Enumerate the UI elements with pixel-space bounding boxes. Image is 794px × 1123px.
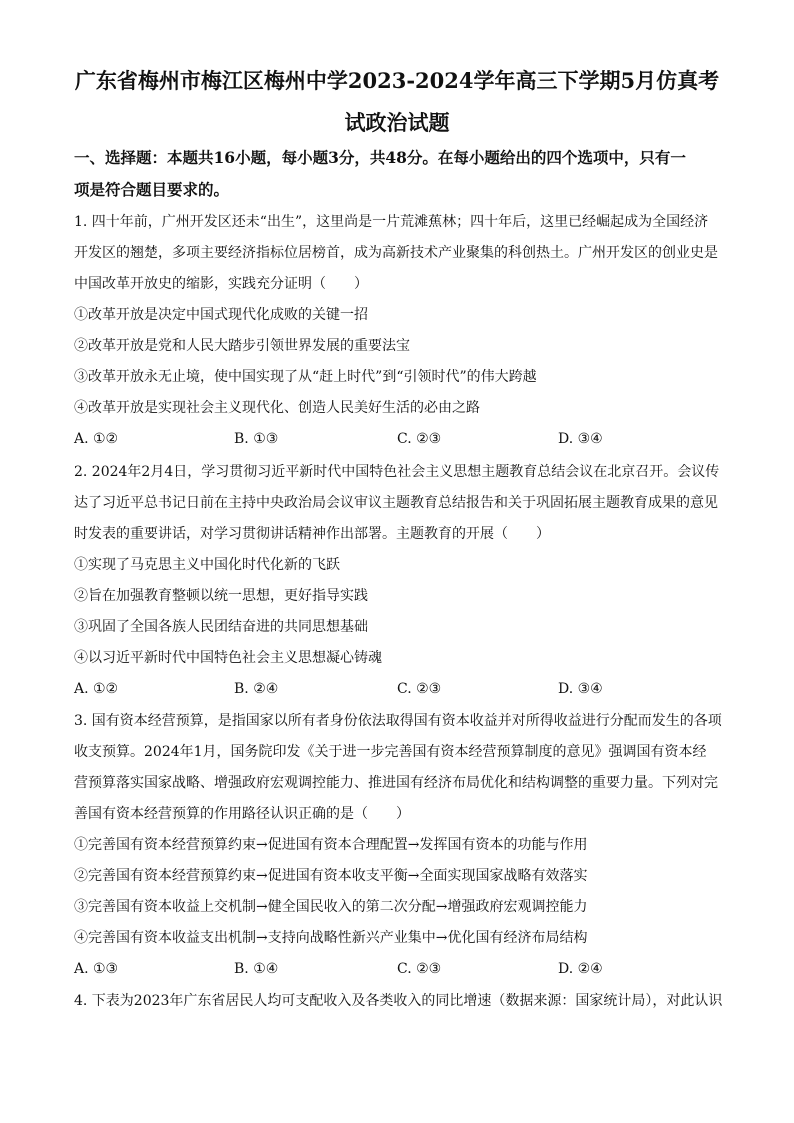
q3-option-d: D. ②④ <box>558 961 603 977</box>
q3-item-2: ②完善国有资本经营预算约束→促进国有资本收支平衡→全面实现国家战略有效落实 <box>74 868 588 884</box>
q1-item-3: ③改革开放永无止境，使中国实现了从“赶上时代”到“引领时代”的伟大跨越 <box>74 369 537 385</box>
q2-option-d: D. ③④ <box>558 681 603 697</box>
q1-stem-line-2: 开发区的翘楚，多项主要经济指标位居榜首，成为高新技术产业聚集的科创热土。广州开发区的创业史是 <box>74 245 718 261</box>
q1-item-4: ④改革开放是实现社会主义现代化、创造人民美好生活的必由之路 <box>74 400 480 416</box>
q3-stem-line-3: 营预算落实国家战略、增强政府宏观调控能力、推进国有经济布局优化和结构调整的重要力量。下列对完 <box>74 775 718 791</box>
q4-stem-line-1: 4. 下表为2023年广东省居民人均可支配收入及各类收入的同比增速（数据来源：国家统计局），对此认识 <box>74 993 723 1009</box>
q3-option-c: C. ②③ <box>397 961 442 977</box>
q2-option-b: B. ②④ <box>234 681 279 697</box>
q1-item-1: ①改革开放是决定中国式现代化成败的关键一招 <box>74 307 368 323</box>
q3-option-a: A. ①③ <box>74 961 119 977</box>
q3-item-1: ①完善国有资本经营预算约束→促进国有资本合理配置→发挥国有资本的功能与作用 <box>74 837 588 853</box>
q3-stem-line-1: 3. 国有资本经营预算，是指国家以所有者身份依法取得国有资本收益并对所得收益进行分配而发生的各项 <box>74 713 722 729</box>
q2-option-c: C. ②③ <box>397 681 442 697</box>
q1-option-b: B. ①③ <box>234 431 279 447</box>
q3-stem-line-2: 收支预算。2024年1月，国务院印发《关于进一步完善国有资本经营预算制度的意见》强调国有资本经 <box>74 744 707 760</box>
q1-option-c: C. ②③ <box>397 431 442 447</box>
exam-title-line-1: 广东省梅州市梅江区梅州中学2023-2024学年高三下学期5月仿真考 <box>74 68 720 93</box>
q2-option-a: A. ①② <box>74 681 119 697</box>
q3-item-3: ③完善国有资本收益上交机制→健全国民收入的第二次分配→增强政府宏观调控能力 <box>74 899 588 915</box>
q1-stem-line-3: 中国改革开放史的缩影，实践充分证明（ ） <box>74 276 368 292</box>
q2-item-3: ③巩固了全国各族人民团结奋进的共同思想基础 <box>74 619 368 635</box>
q3-stem-line-4: 善国有资本经营预算的作用路径认识正确的是（ ） <box>74 806 410 822</box>
q3-option-b: B. ①④ <box>234 961 279 977</box>
q2-item-4: ④以习近平新时代中国特色社会主义思想凝心铸魂 <box>74 650 382 666</box>
q1-item-2: ②改革开放是党和人民大踏步引领世界发展的重要法宝 <box>74 338 410 354</box>
q2-item-2: ②旨在加强教育整顿以统一思想，更好指导实践 <box>74 588 368 604</box>
section-heading-line-2: 项是符合题目要求的。 <box>74 180 230 199</box>
q1-stem-line-1: 1. 四十年前，广州开发区还未“出生”，这里尚是一片荒滩蕉林；四十年后，这里已经崛起成为全国经济 <box>74 214 709 230</box>
q2-stem-line-1: 2. 2024年2月4日，学习贯彻习近平新时代中国特色社会主义思想主题教育总结会议在北京召开。会议传 <box>74 464 720 480</box>
q2-stem-line-3: 时发表的重要讲话，对学习贯彻讲话精神作出部署。主题教育的开展（ ） <box>74 526 550 542</box>
q2-item-1: ①实现了马克思主义中国化时代化新的飞跃 <box>74 557 340 573</box>
q1-option-a: A. ①② <box>74 431 119 447</box>
q3-item-4: ④完善国有资本收益支出机制→支持向战略性新兴产业集中→优化国有经济布局结构 <box>74 930 588 946</box>
exam-title-line-2: 试政治试题 <box>344 110 450 135</box>
section-heading-line-1: 一、选择题：本题共16小题，每小题3分，共48分。在每小题给出的四个选项中，只有一 <box>74 148 686 167</box>
q1-option-d: D. ③④ <box>558 431 603 447</box>
q2-stem-line-2: 达了习近平总书记日前在主持中央政治局会议审议主题教育总结报告和关于巩固拓展主题教育成果的意见 <box>74 495 718 511</box>
